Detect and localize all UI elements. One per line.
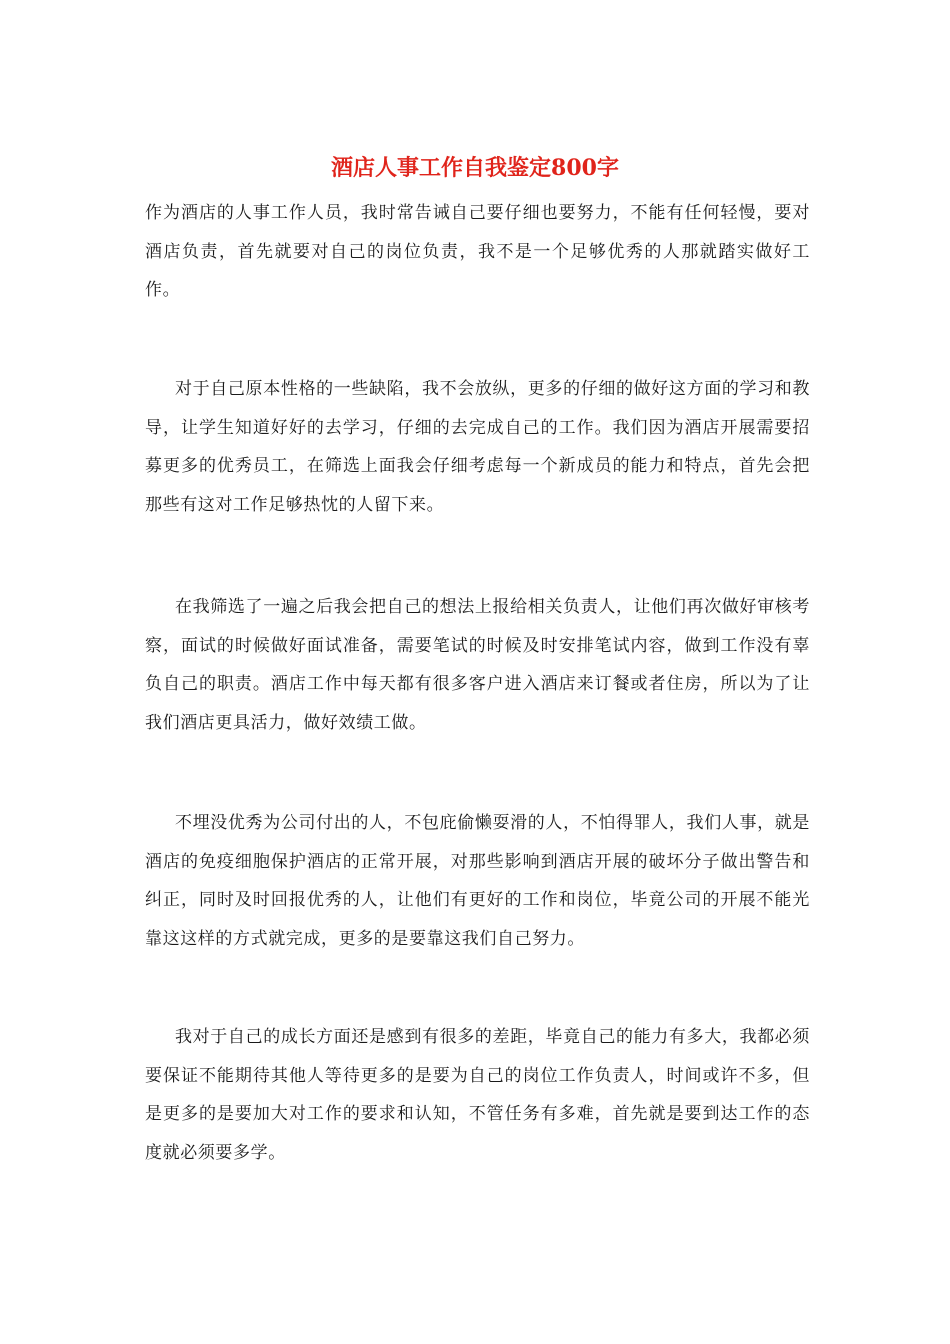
- paragraph-5: 我对于自己的成长方面还是感到有很多的差距，毕竟自己的能力有多大，我都必须要保证不能期待其他人等待更多的是要为自己的岗位工作负责人，时间或许不多，但是更多的是要加大对工作的要求和认知，不管任务有多难，首先就是要到达工作的态度就必须要多学。: [145, 1027, 810, 1163]
- document-title: 酒店人事工作自我鉴定800字: [331, 155, 619, 181]
- paragraph-4: 不埋没优秀为公司付出的人，不包庇偷懒耍滑的人，不怕得罪人，我们人事，就是酒店的免疫细胞保护酒店的正常开展，对那些影响到酒店开展的破坏分子做出警告和纠正，同时及时回报优秀的人，让他们有更好的工作和岗位，毕竟公司的开展不能光靠这这样的方式就完成，更多的是要靠这我们自己努力。: [145, 813, 810, 949]
- paragraph-2: 对于自己原本性格的一些缺陷，我不会放纵，更多的仔细的做好这方面的学习和教导，让学生知道好好的去学习，仔细的去完成自己的工作。我们因为酒店开展需要招募更多的优秀员工，在筛选上面我会仔细考虑每一个新成员的能力和特点，首先会把那些有这对工作足够热忱的人留下来。: [145, 379, 810, 515]
- paragraph-3: 在我筛选了一遍之后我会把自己的想法上报给相关负责人，让他们再次做好审核考察，面试的时候做好面试准备，需要笔试的时候及时安排笔试内容，做到工作没有辜负自己的职责。酒店工作中每天都有很多客户进入酒店来订餐或者住房，所以为了让我们酒店更具活力，做好效绩工做。: [145, 597, 810, 733]
- paragraph-1: 作为酒店的人事工作人员，我时常告诫自己要仔细也要努力，不能有任何轻慢，要对酒店负责，首先就要对自己的岗位负责，我不是一个足够优秀的人那就踏实做好工作。: [145, 203, 810, 300]
